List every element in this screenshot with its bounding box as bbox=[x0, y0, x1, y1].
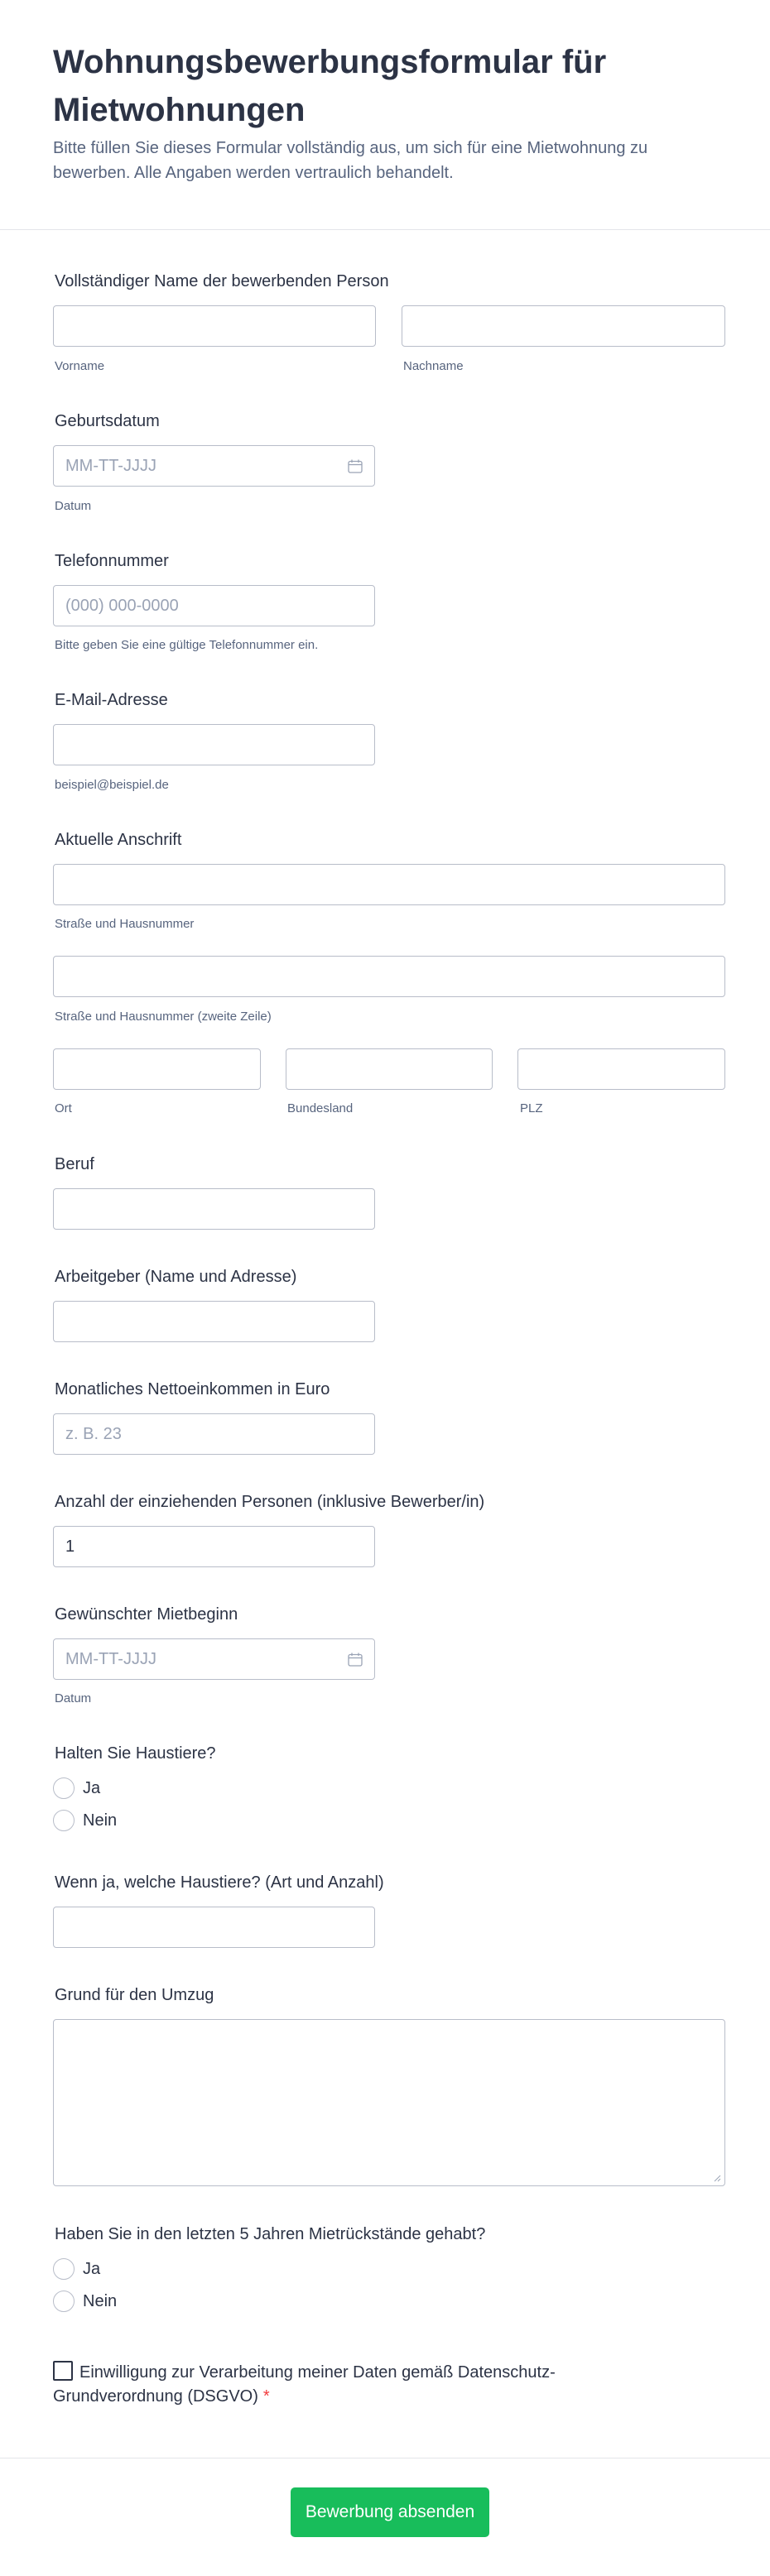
move-in-sublabel: Datum bbox=[55, 1691, 92, 1705]
last-name-input[interactable] bbox=[402, 305, 725, 347]
radio-button[interactable] bbox=[53, 1777, 75, 1799]
street2-input[interactable] bbox=[53, 956, 725, 997]
email-sublabel: beispiel@beispiel.de bbox=[55, 778, 169, 792]
occupation-label: Beruf bbox=[55, 1155, 94, 1173]
radio-button[interactable] bbox=[53, 2258, 75, 2280]
occupation-input[interactable] bbox=[53, 1188, 375, 1230]
arrears-option-no-label: Nein bbox=[83, 2291, 118, 2310]
consent-checkbox[interactable] bbox=[53, 2361, 73, 2381]
pets-which-label: Wenn ja, welche Haustiere? (Art und Anzahl) bbox=[55, 1873, 384, 1892]
phone-placeholder: (000) 000-0000 bbox=[65, 597, 179, 615]
required-marker: * bbox=[262, 2387, 270, 2406]
birthdate-sublabel: Datum bbox=[55, 499, 92, 513]
pets-option-no[interactable] bbox=[53, 1809, 117, 1832]
first-name-sublabel: Vorname bbox=[55, 359, 105, 373]
pets-option-yes[interactable] bbox=[53, 1777, 100, 1800]
persons-input[interactable] bbox=[53, 1526, 375, 1567]
reason-textarea[interactable] bbox=[53, 2019, 725, 2186]
arrears-option-yes-label: Ja bbox=[83, 2259, 101, 2278]
calendar-icon[interactable] bbox=[348, 1653, 363, 1667]
move-in-input[interactable] bbox=[53, 1638, 375, 1680]
street2-sublabel: Straße und Hausnummer (zweite Zeile) bbox=[55, 1010, 272, 1024]
street-sublabel: Straße und Hausnummer bbox=[55, 917, 195, 931]
resize-handle-icon[interactable] bbox=[713, 2174, 721, 2182]
page-subtitle: Bitte füllen Sie dieses Formular vollständig aus, um sich für eine Mietwohnung zu bewerben. Alle Angaben werden vertraulich behandelt. bbox=[53, 139, 648, 182]
income-placeholder: z. B. 23 bbox=[65, 1425, 122, 1443]
arrears-label: Haben Sie in den letzten 5 Jahren Mietrückstände gehabt? bbox=[55, 2225, 486, 2243]
phone-label: Telefonnummer bbox=[55, 552, 169, 570]
employer-input[interactable] bbox=[53, 1301, 375, 1342]
radio-button[interactable] bbox=[53, 2291, 75, 2312]
birthdate-input[interactable] bbox=[53, 445, 375, 487]
first-name-input[interactable] bbox=[53, 305, 376, 347]
name-label: Vollständiger Name der bewerbenden Person bbox=[55, 272, 389, 290]
phone-sublabel: Bitte geben Sie eine gültige Telefonnummer ein. bbox=[55, 638, 319, 652]
consent-field[interactable] bbox=[53, 2361, 649, 2409]
birthdate-placeholder: MM-TT-JJJJ bbox=[65, 457, 156, 475]
income-label: Monatliches Nettoeinkommen in Euro bbox=[55, 1380, 330, 1398]
submit-button[interactable]: Bewerbung absenden bbox=[291, 2487, 489, 2537]
arrears-option-no[interactable] bbox=[53, 2290, 117, 2313]
pets-which-input[interactable] bbox=[53, 1907, 375, 1948]
form-header bbox=[0, 0, 770, 230]
calendar-icon[interactable] bbox=[348, 459, 363, 473]
birthdate-label: Geburtsdatum bbox=[55, 412, 160, 430]
reason-label: Grund für den Umzug bbox=[55, 1986, 214, 2004]
email-input[interactable] bbox=[53, 724, 375, 765]
pets-label: Halten Sie Haustiere? bbox=[55, 1744, 216, 1763]
pets-option-yes-label: Ja bbox=[83, 1778, 101, 1797]
arrears-option-yes[interactable] bbox=[53, 2257, 100, 2281]
email-label: E-Mail-Adresse bbox=[55, 691, 168, 709]
radio-button[interactable] bbox=[53, 1810, 75, 1831]
street-input[interactable] bbox=[53, 864, 725, 905]
persons-label: Anzahl der einziehenden Personen (inklusive Bewerber/in) bbox=[55, 1493, 485, 1511]
city-sublabel: Ort bbox=[55, 1101, 72, 1115]
pets-option-no-label: Nein bbox=[83, 1811, 118, 1830]
city-input[interactable] bbox=[53, 1048, 261, 1090]
move-in-placeholder: MM-TT-JJJJ bbox=[65, 1650, 156, 1668]
address-label: Aktuelle Anschrift bbox=[55, 831, 182, 849]
persons-value: 1 bbox=[65, 1537, 75, 1556]
last-name-sublabel: Nachname bbox=[403, 359, 464, 373]
consent-label: Einwilligung zur Verarbeitung meiner Daten gemäß Datenschutz-Grundverordnung (DSGVO) bbox=[53, 2363, 556, 2406]
employer-label: Arbeitgeber (Name und Adresse) bbox=[55, 1268, 297, 1286]
move-in-label: Gewünschter Mietbeginn bbox=[55, 1605, 238, 1624]
zip-sublabel: PLZ bbox=[520, 1101, 543, 1115]
page-title: Wohnungsbewerbungsformular für Mietwohnungen bbox=[53, 44, 607, 128]
phone-input[interactable] bbox=[53, 585, 375, 626]
zip-input[interactable] bbox=[517, 1048, 725, 1090]
income-input[interactable] bbox=[53, 1413, 375, 1455]
state-sublabel: Bundesland bbox=[287, 1101, 354, 1115]
state-input[interactable] bbox=[286, 1048, 493, 1090]
